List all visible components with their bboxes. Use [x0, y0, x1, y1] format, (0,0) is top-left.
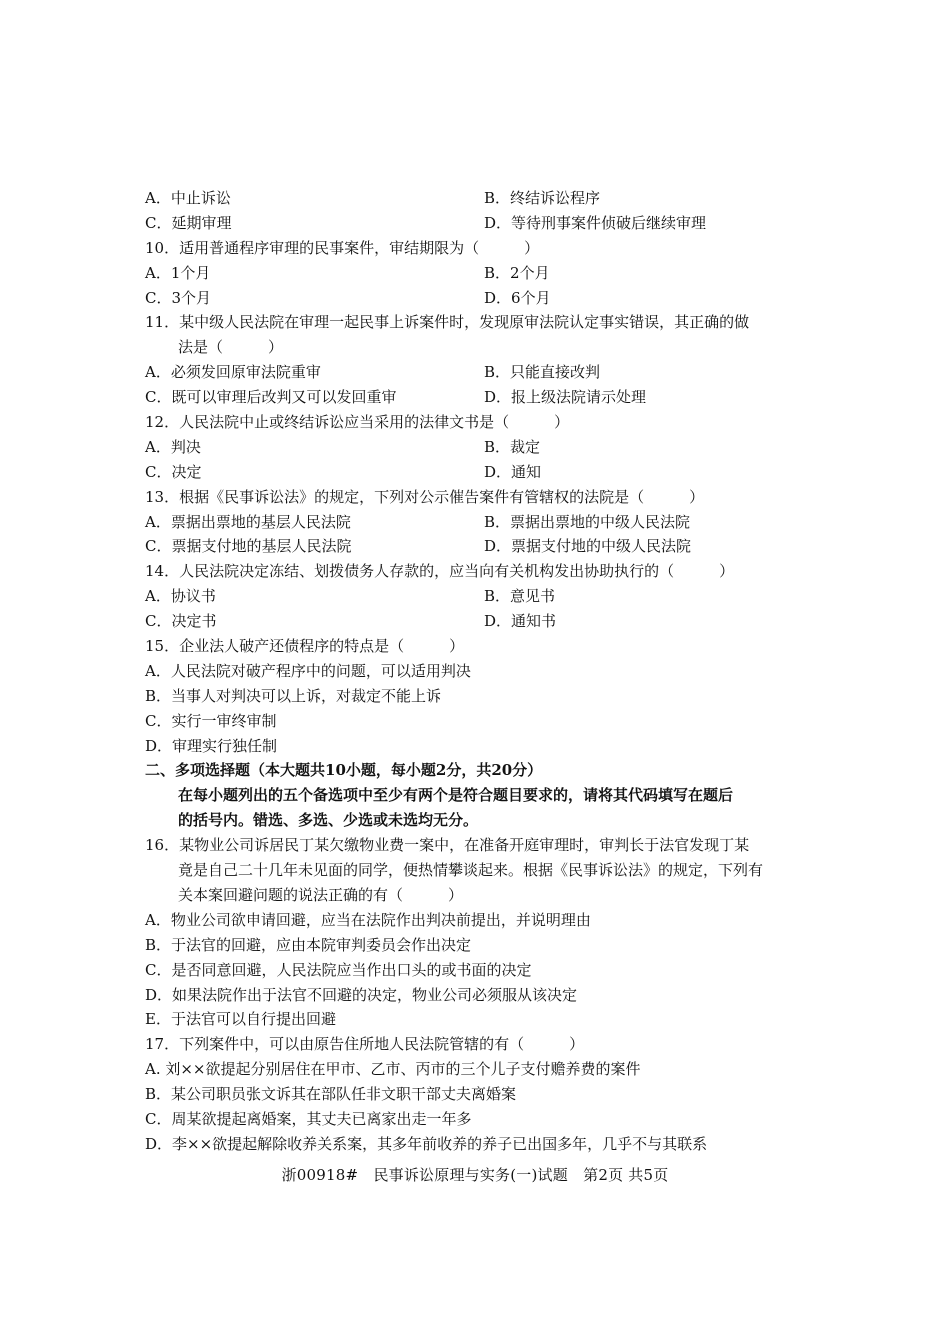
question-line: 12．人民法院中止或终结诉讼应当采用的法律文书是（ ） [145, 413, 570, 432]
option-row [145, 286, 810, 311]
option-left: A．票据出票地的基层人民法院 [145, 512, 351, 531]
question-line: D．如果法院作出于法官不回避的决定，物业公司必须服从该决定 [145, 985, 578, 1004]
option-right: D．票据支付地的中级人民法院 [484, 537, 692, 556]
option-row [145, 609, 810, 634]
option-right: D．6个月 [484, 288, 551, 307]
section-instructions: 在每小题列出的五个备选项中至少有两个是符合题目要求的，请将其代码填写在题后 [178, 786, 734, 805]
question-line: 11．某中级人民法院在审理一起民事上诉案件时，发现原审法院认定事实错误，其正确的做 [145, 313, 750, 332]
option-row [145, 584, 810, 609]
option-left: C．既可以审理后改判又可以发回重审 [145, 388, 397, 407]
option-row [145, 510, 810, 535]
option-right: D．报上级法院请示处理 [484, 388, 647, 407]
option-left: A．协议书 [145, 587, 216, 606]
question-line: 17．下列案件中，可以由原告住所地人民法院管辖的有（ ） [145, 1035, 585, 1054]
question-line: D．李××欲提起解除收养关系案，其多年前收养的养子已出国多年，几乎不与其联系 [145, 1134, 708, 1153]
question-line: 14．人民法院决定冻结、划拨债务人存款的，应当向有关机构发出协助执行的（ ） [145, 562, 735, 581]
option-left: A．1个月 [145, 263, 211, 282]
question-line: E．于法官可以自行提出回避 [145, 1010, 336, 1029]
option-left: A．中止诉讼 [145, 189, 231, 207]
option-row [145, 435, 810, 460]
option-left: A．必须发回原审法院重审 [145, 363, 321, 382]
option-right: D．通知书 [484, 612, 557, 631]
page-footer: 浙00918# 民事诉讼原理与实务(一)试题 第2页 共5页 [281, 1166, 669, 1184]
question-line: 15．企业法人破产还债程序的特点是（ ） [145, 637, 465, 656]
option-row [145, 261, 810, 286]
option-row [145, 460, 810, 485]
option-right: B．2个月 [484, 263, 550, 282]
option-right: B．意见书 [484, 587, 556, 606]
question-line: D．审理实行独任制 [145, 736, 278, 755]
question-line: B．当事人对判决可以上诉，对裁定不能上诉 [145, 686, 442, 705]
question-line: C．周某欲提起离婚案，其丈夫已离家出走一年多 [145, 1109, 472, 1128]
option-left: A．判决 [145, 437, 201, 456]
option-left: C．延期审理 [145, 213, 232, 232]
question-line: B．于法官的回避，应由本院审判委员会作出决定 [145, 935, 472, 954]
section-heading: 二、多项选择题（本大题共10小题，每小题2分，共20分） [145, 761, 543, 780]
question-line: A. 刘××欲提起分别居住在甲市、乙市、丙市的三个儿子支付赡养费的案件 [145, 1060, 641, 1079]
option-row [145, 534, 810, 559]
option-right: D．通知 [484, 462, 542, 481]
option-left: C．决定 [145, 462, 202, 481]
option-right: B．裁定 [484, 437, 541, 456]
question-line: B．某公司职员张文诉其在部队任非文职干部丈夫离婚案 [145, 1085, 517, 1104]
option-right: B．终结诉讼程序 [484, 189, 601, 207]
option-row [145, 186, 810, 211]
question-line: A．人民法院对破产程序中的问题，可以适用判决 [145, 661, 471, 680]
option-left: C．决定书 [145, 612, 217, 631]
question-continuation: 竟是自己二十几年未见面的同学，便热情攀谈起来。根据《民事诉讼法》的规定，下列有 [178, 861, 764, 880]
option-row [145, 385, 810, 410]
question-line: 13．根据《民事诉讼法》的规定，下列对公示催告案件有管辖权的法院是（ ） [145, 487, 705, 506]
question-continuation: 法是（ ） [178, 338, 284, 357]
section-instructions: 的括号内。错选、多选、少选或未选均无分。 [178, 811, 479, 830]
question-line: C．是否同意回避，人民法院应当作出口头的或书面的决定 [145, 960, 532, 979]
option-left: C．票据支付地的基层人民法院 [145, 537, 352, 556]
option-right: B．票据出票地的中级人民法院 [484, 512, 691, 531]
question-line: 10．适用普通程序审理的民事案件，审结期限为（ ） [145, 238, 540, 257]
option-left: C．3个月 [145, 288, 212, 307]
option-right: D．等待刑事案件侦破后继续审理 [484, 213, 707, 232]
question-list [145, 186, 810, 1157]
question-line: A．物业公司欲申请回避，应当在法院作出判决前提出，并说明理由 [145, 910, 591, 929]
question-line: 16．某物业公司诉居民丁某欠缴物业费一案中，在准备开庭审理时，审判长于法官发现丁某 [145, 836, 750, 855]
option-right: B．只能直接改判 [484, 363, 601, 382]
question-continuation: 关本案回避问题的说法正确的有（ ） [178, 885, 464, 904]
option-row [145, 360, 810, 385]
option-row [145, 211, 810, 236]
question-line: C．实行一审终审制 [145, 711, 277, 730]
